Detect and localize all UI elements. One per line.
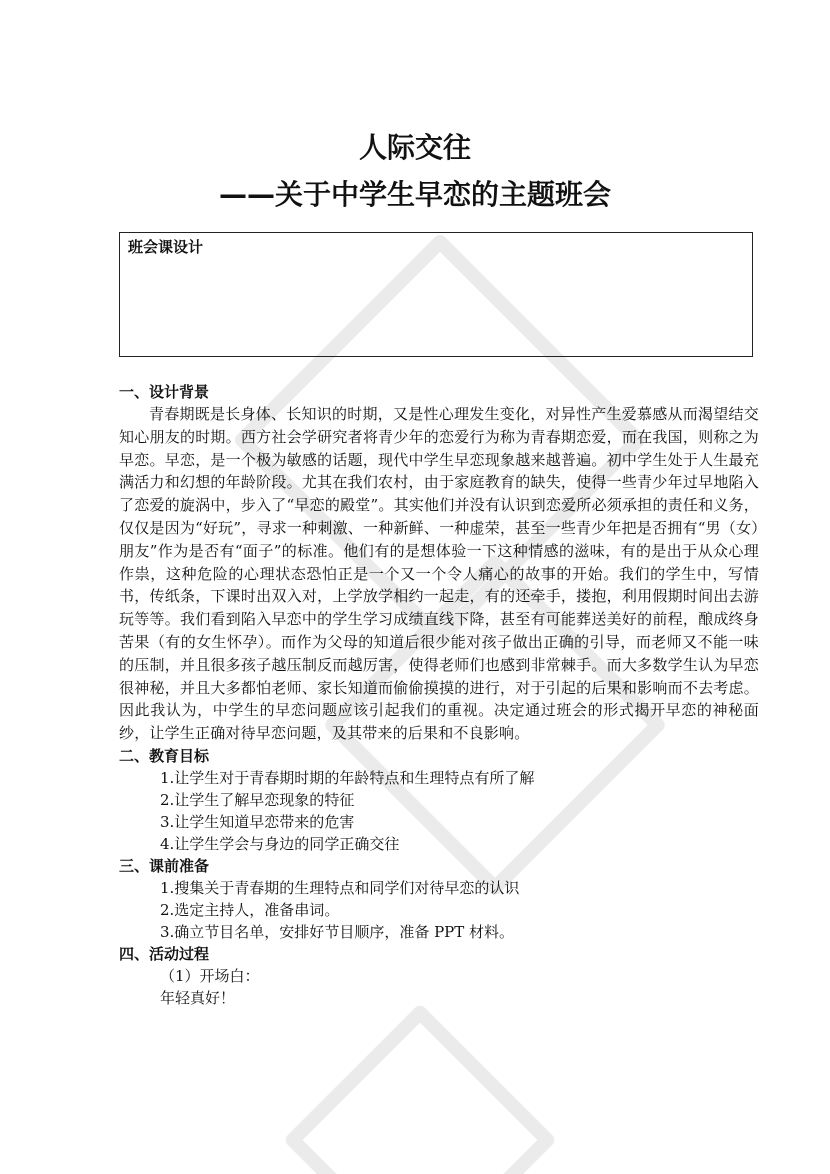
page-subtitle: ——关于中学生早恋的主题班会: [218, 178, 611, 211]
goal-item: 3.让学生知道早恋带来的危害: [160, 812, 355, 831]
class-design-label: 班会课设计: [128, 238, 204, 256]
process-item: 年轻真好！: [160, 988, 236, 1007]
class-design-box: [119, 232, 753, 357]
background-paragraph: 青春期既是长身体、长知识的时期，又是性心理发生变化，对异性产生爱慕感从而渴望结交知心朋友的时期。西方社会学研究者将青少年的恋爱行为称为青春期恋爱，而在我国，则称之为早恋。早恋，是一个极为敏感的话题，现代中学生早恋现象越来越普遍。初中学生处于人生最充满活力和幻想的年龄阶段。尤其在我们农村，由于家庭教育的缺失，使得一些青少年过早地陷入了恋爱的旋涡中，步入了“早恋的殿堂”。其实他们并没有认识到恋爱所必须承担的责任和义务，仅仅是因为“好玩”，寻求一种刺激、一种新鲜、一种虚荣，甚至一些青少年把是否拥有“男（女）朋友”作为是否有“面子”的标准。他们有的是想体验一下这种情感的滋味，有的是出于从众心理作祟，这种危险的心理状态恐怕正是一个又一个令人痛心的故事的开始。我们的学生中，写情书，传纸条，下课时出双入对，上学放学相约一起走，有的还牵手，搂抱，利用假期时间出去游玩等等。我们看到陷入早恋中的学生学习成绩直线下降，甚至有可能葬送美好的前程，酿成终身苦果（有的女生怀孕）。而作为父母的知道后很少能对孩子做出正确的引导，而老师又不能一味的压制，并且很多孩子越压制反而越厉害，使得老师们也感到非常棘手。而大多数学生认为早恋很神秘，并且大多都怕老师、家长知道而偷偷摸摸的进行，对于引起的后果和影响而不去考虑。因此我认为，中学生的早恋问题应该引起我们的重视。决定通过班会的形式揭开早恋的神秘面纱，让学生正确对待早恋问题，及其带来的后果和不良影响。: [119, 405, 759, 743]
goal-item: 2.让学生了解早恋现象的特征: [160, 790, 355, 809]
watermark-diamond-3: [293, 1013, 548, 1174]
preparation-item: 3.确立节目名单，安排好节目顺序，准备 PPT 材料。: [160, 922, 515, 941]
page-title: 人际交往: [358, 131, 471, 164]
process-item: （1）开场白：: [160, 966, 260, 985]
preparation-item: 2.选定主持人，准备串词。: [160, 900, 340, 919]
document-body: [119, 381, 759, 1009]
preparation-item: 1.搜集关于青春期的生理特点和同学们对待早恋的认识: [160, 878, 520, 897]
goal-item: 1.让学生对于青春期时期的年龄特点和生理特点有所了解: [160, 768, 535, 787]
goal-item: 4.让学生学会与身边的同学正确交往: [160, 834, 400, 853]
section-heading-background: 一、设计背景: [119, 383, 210, 401]
section-heading-preparation: 三、课前准备: [119, 856, 210, 875]
section-heading-process: 四、活动过程: [119, 944, 210, 963]
section-heading-goals: 二、教育目标: [119, 746, 210, 765]
